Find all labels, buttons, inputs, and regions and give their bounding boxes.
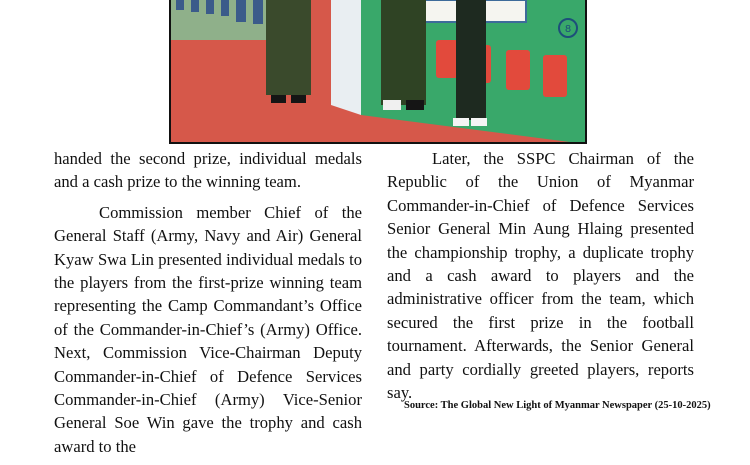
left-paragraph-1: handed the second prize, individual medals and a cash prize to the winning team. (54, 149, 362, 192)
left-column (54, 147, 362, 465)
ceremony-photo (169, 0, 587, 144)
left-paragraph-2: Commission member Chief of the General Staff (Army, Navy and Air) General Kyaw Swa Lin presented individual medals to the players from the first-prize winning team representing the Camp Commandant’s Office of the Commander-in-Chief’s (Army) Office. Next, Commission Vice-Chairman Deputy Commander-in-Chief of Defence Services Commander-in-Chief (Army) Vice-Senior General Soe Win gave the trophy and cash award to the (54, 202, 362, 456)
source-citation: Source: The Global New Light of Myanmar Newspaper (25-10-2025) (404, 400, 711, 411)
scoreboard-text: 8 (564, 24, 572, 35)
right-paragraph-1: Later, the SSPC Chairman of the Republic of the Union of Myanmar Commander-in-Chief of Defence Services Senior General Min Aung Hlaing presented the championship trophy, a duplicate trophy and a cash award to players and the administrative officer from the team, which secured the first prize in the football tournament. Afterwards, the Senior General and party cordially greeted players, reports say. (387, 149, 694, 403)
right-column (387, 147, 694, 411)
